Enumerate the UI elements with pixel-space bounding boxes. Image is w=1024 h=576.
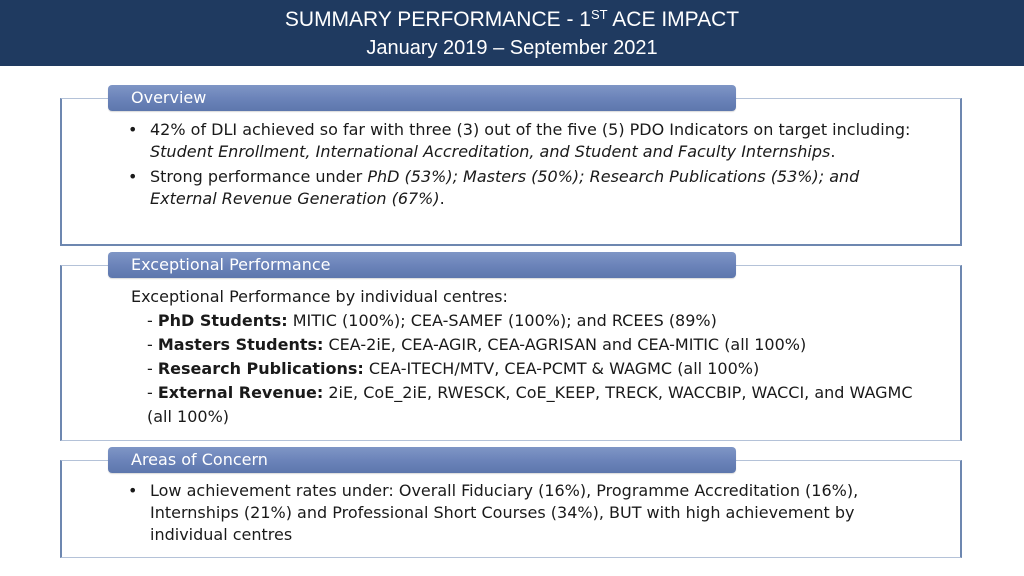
concern-heading: Areas of Concern bbox=[108, 447, 736, 473]
item-label: Research Publications: bbox=[157, 359, 364, 378]
slide-title bbox=[0, 7, 1024, 33]
title-banner bbox=[0, 0, 1024, 66]
item-dash: - bbox=[147, 311, 158, 330]
exceptional-intro: Exceptional Performance by individual centres: bbox=[131, 287, 508, 306]
overview-heading: Overview bbox=[108, 85, 736, 111]
exceptional-item-revenue bbox=[131, 381, 931, 429]
overview-bullet-strong-items: PhD (53%); Masters (50%); Research Publications (53%); and External Revenue Generation (67%) bbox=[150, 167, 860, 208]
overview-content bbox=[128, 119, 918, 210]
slide-subtitle: January 2019 – September 2021 bbox=[366, 37, 658, 59]
exceptional-item-publications bbox=[131, 357, 931, 381]
item-dash: - bbox=[147, 383, 158, 402]
item-text: MITIC (100%); CEA-SAMEF (100%); and RCEES (89%) bbox=[287, 311, 717, 330]
item-label: External Revenue: bbox=[157, 383, 324, 402]
item-text: CEA-ITECH/MTV, CEA-PCMT & WAGMC (all 100%) bbox=[363, 359, 760, 378]
item-dash: - bbox=[147, 359, 158, 378]
exceptional-heading: Exceptional Performance bbox=[108, 252, 736, 278]
concern-bullet bbox=[128, 480, 918, 546]
slide-title-main: SUMMARY PERFORMANCE - 1 bbox=[284, 8, 591, 31]
exceptional-item-masters bbox=[131, 333, 931, 357]
exceptional-item-phd bbox=[131, 309, 931, 333]
overview-bullet-dli-indicators: Student Enrollment, International Accreditation, and Student and Faculty Internships bbox=[150, 142, 831, 161]
concern-content bbox=[128, 480, 918, 546]
overview-bullet-dli-end: . bbox=[830, 142, 836, 161]
slide-title-superscript: ST bbox=[591, 7, 608, 22]
overview-bullet-strong-end: . bbox=[439, 189, 445, 208]
bullet-marker: • bbox=[128, 120, 138, 139]
item-dash: - bbox=[147, 335, 158, 354]
overview-bullet-dli bbox=[128, 119, 918, 163]
bullet-marker: • bbox=[128, 167, 138, 186]
overview-bullet-strong bbox=[128, 166, 918, 210]
overview-bullet-dli-text: 42% of DLI achieved so far with three (3) out of the five (5) PDO Indicators on target including: bbox=[150, 120, 911, 139]
slide-title-end: ACE IMPACT bbox=[607, 8, 740, 31]
item-label: Masters Students: bbox=[157, 335, 324, 354]
exceptional-content bbox=[131, 285, 931, 429]
overview-bullet-strong-text: Strong performance under bbox=[150, 167, 368, 186]
item-label: PhD Students: bbox=[157, 311, 288, 330]
item-text: CEA-2iE, CEA-AGIR, CEA-AGRISAN and CEA-MITIC (all 100%) bbox=[323, 335, 807, 354]
concern-bullet-text: Low achievement rates under: Overall Fiduciary (16%), Programme Accreditation (16%), Internships (21%) and Professional Short Courses (34%), BUT with high achievement by individual centres bbox=[150, 481, 859, 544]
bullet-marker: • bbox=[128, 481, 138, 500]
item-text: 2iE, CoE_2iE, RWESCK, CoE_KEEP, TRECK, WACCBIP, WACCI, and WAGMC (all 100%) bbox=[147, 383, 913, 426]
